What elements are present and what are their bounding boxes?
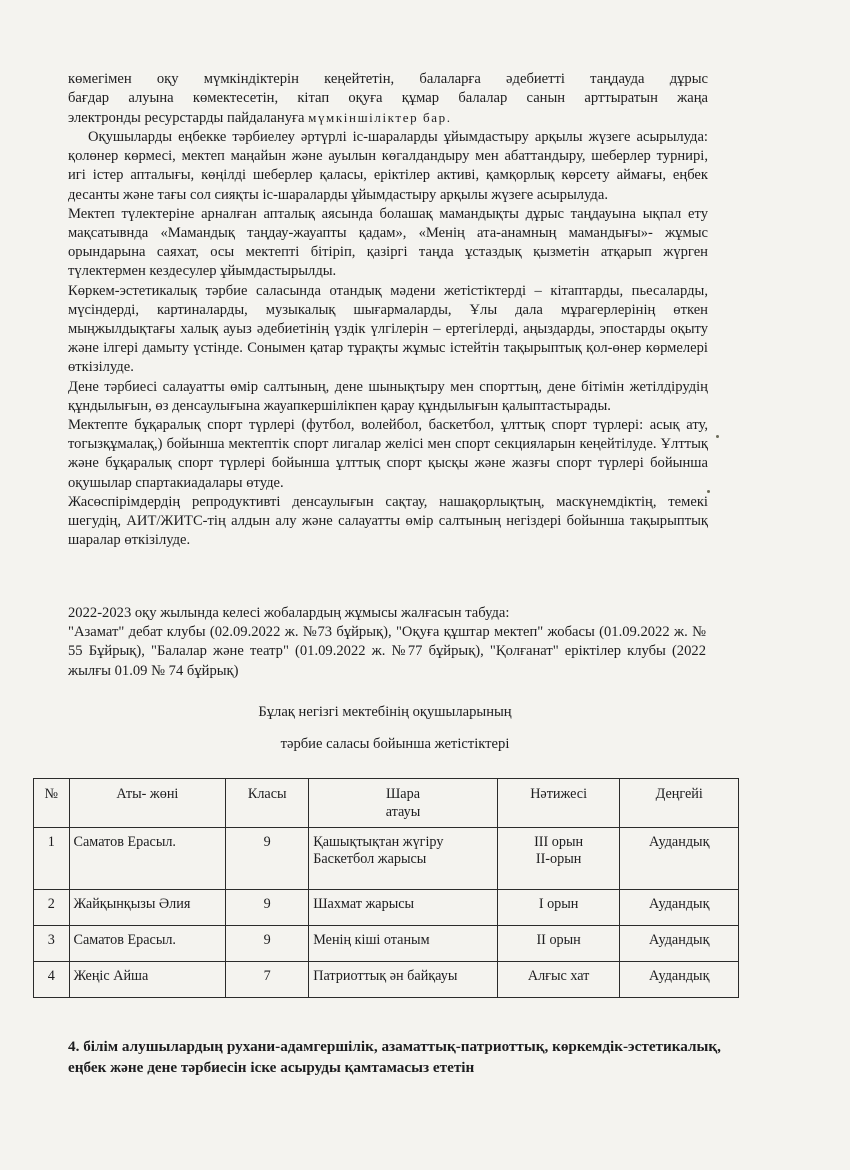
row-4-event: Патриоттық ән байқауы: [309, 962, 498, 998]
scan-speck: [707, 490, 710, 493]
row-3-class: 9: [226, 926, 309, 962]
header-class: Класы: [226, 779, 309, 828]
row-4-name: Жеңіс Айша: [69, 962, 226, 998]
projects-list: "Азамат" дебат клубы (02.09.2022 ж. №73 бұйрық), "Оқуға құштар мектеп" жобасы (01.09.2022 ж. № 55 Бұйрық), "Балалар және театр" (01.09.2022 ж. №77 бұйрық), "Қолғанат" еріктілер клубы (2022 жылғы 01.09 № 74 бұйрық): [68, 624, 706, 679]
row-2-result: I орын: [497, 890, 620, 926]
header-event-line-2: атауы: [385, 804, 421, 820]
row-1-event: [309, 828, 498, 890]
row-1-result-line-2: II-орын: [535, 851, 582, 867]
row-3-event: Менің кіші отаным: [309, 926, 498, 962]
row-4-class: 7: [226, 962, 309, 998]
row-1-event-line-2: Баскетбол жарысы: [313, 851, 427, 867]
header-level: Деңгейі: [620, 779, 739, 828]
table-row: [34, 828, 739, 890]
row-1-level: Аудандық: [620, 828, 739, 890]
row-4-level: Аудандық: [620, 962, 739, 998]
row-2-event: Шахмат жарысы: [309, 890, 498, 926]
row-3-num: 3: [34, 926, 70, 962]
table-header-row: [34, 779, 739, 828]
table-row: [34, 890, 739, 926]
physical-education-paragraph: Дене тәрбиесі салауатты өмір салтының, дене шынықтыру мен спорттың, дене бітімін жетілдірудің құндылығын, өз денсаулығына жауапкершілікпен қарау құндылығын қалыптастырады.: [68, 378, 708, 414]
row-2-name: Жайқынқызы Әлия: [69, 890, 226, 926]
header-name: Аты- жөні: [69, 779, 226, 828]
row-4-result: Алғыс хат: [497, 962, 620, 998]
row-2-class: 9: [226, 890, 309, 926]
health-prevention-paragraph: Жасөспірімдердің репродуктивті денсаулығын сақтау, нашақорлықтың, маскүнемдіктің, темекі шегудің, АИТ/ЖИТС-тің алдын алу және салауатты өмір салтының негіздері бойынша тақырыптық шаралар өткізілуде.: [68, 493, 708, 549]
row-1-name: Саматов Ерасыл.: [69, 828, 226, 890]
row-1-result: [497, 828, 620, 890]
body-paragraphs: [68, 128, 708, 550]
scan-speck: [716, 435, 719, 438]
mass-sports-paragraph: Мектепте бұқаралық спорт түрлері (футбол, волейбол, баскетбол, ұлттық спорт түрлері: асық ату, тогызқұмалақ,) бойынша мектептік спорт лигалар желісі мен спорт секцияларын кеңейтілуде. Ұлттық және бұқаралық спорт түрлері бойынша ұлттық спорт қысқы және жазғы спорт түрлері бойынша оқушылар спартакиадалары өтуде.: [68, 417, 708, 491]
career-guidance-paragraph: Мектеп түлектеріне арналған апталық аясында болашақ мамандықты дұрыс таңдауына ықпал ету мақсатывнда «Мамандық таңдау-жауапты қадам», «Менің ата-анамның мамандығы»- жұмыс орындарына саяхат, осы мектепті бітіріп, қазіргі таңда ұстаздық қызметін атқарып жүрген түлектермен кездесулер ұйымдастырылды.: [68, 205, 708, 280]
intro-line-3-start: электронды ресурстарды пайдалануға: [68, 110, 305, 127]
intro-line-1: көмегімен оқу мүмкіндіктерін кеңейтетін, балаларға әдебиетті таңдауда дұрыс: [68, 71, 708, 87]
header-event-line-1: Шара: [386, 786, 421, 802]
header-num: №: [34, 779, 70, 828]
row-2-num: 2: [34, 890, 70, 926]
row-1-num: 1: [34, 828, 70, 890]
table-title-line-2: тәрбие саласы бойынша жетістіктері: [280, 736, 510, 752]
projects-section: [68, 604, 706, 681]
intro-line-2: бағдар алуына көмектесетін, кітап оқуға құмар балалар санын арттыратын жаңа: [68, 90, 708, 107]
achievements-table: [33, 778, 739, 998]
table-row: [34, 962, 739, 998]
row-2-level: Аудандық: [620, 890, 739, 926]
header-result: Нәтижесі: [497, 779, 620, 828]
intro-line-3: [68, 108, 708, 128]
row-3-name: Саматов Ерасыл.: [69, 926, 226, 962]
intro-line-3-spaced: мүмкіншіліктер бар.: [308, 110, 452, 126]
row-3-level: Аудандық: [620, 926, 739, 962]
row-4-num: 4: [34, 962, 70, 998]
row-1-result-line-1: III орын: [534, 834, 584, 850]
table-row: [34, 926, 739, 962]
projects-intro: 2022-2023 оқу жылында келесі жобалардың жұмысы жалғасын табуда:: [68, 605, 510, 621]
section-4-heading: 4. білім алушылардың рухани-адамгершілік, азаматтық-патриоттық, көркемдік-эстетикалық, еңбек және дене тәрбиесін іске асыруды қамтамасыз ететін: [68, 1038, 721, 1076]
row-3-result: II орын: [497, 926, 620, 962]
row-1-event-line-1: Қашықтықтан жүгіру: [313, 834, 444, 850]
aesthetic-education-paragraph: Көркем-эстетикалық тәрбие саласында отандық мәдени жетістіктерді – кітаптарды, пьесаларды, мүсіндерді, картиналарды, музыкалық шығармаларды, Ұлы дала мұрагерлерінің өткен мыңжылдықтағы халық ауыз әдебиетінің үздік үлгілерін – ертегілерді, аңыздарды, эпостарды оқыту және ілгері дамыту үстінде. Сонымен қатар тұрақты жұмыс істейтін тақырыптық қол-өнер көрмелері өткізілуде.: [68, 282, 708, 376]
header-event: [309, 779, 498, 828]
labor-education-paragraph: Оқушыларды еңбекке тәрбиелеу әртүрлі іс-шараларды ұйымдастыру арқылы жүзеге асырылуда: қолөнер көрмесі, мектеп маңайын және ауылын көгалдандыру мен абаттандыру, шеберлер турнирі, игі істер апталығы, көңілді шеберлер қаласы, еріктілер активі, қамқорлық көрсету аймағы, еңбек десанты және тағы сол сияқты іс-шараларды ұйымдастыру арқылы жүзеге асырылуда.: [68, 129, 708, 203]
intro-paragraph: [68, 70, 708, 129]
table-title-line-1: Бұлақ негізгі мектебінің оқушыларының: [258, 704, 512, 720]
row-1-class: 9: [226, 828, 309, 890]
